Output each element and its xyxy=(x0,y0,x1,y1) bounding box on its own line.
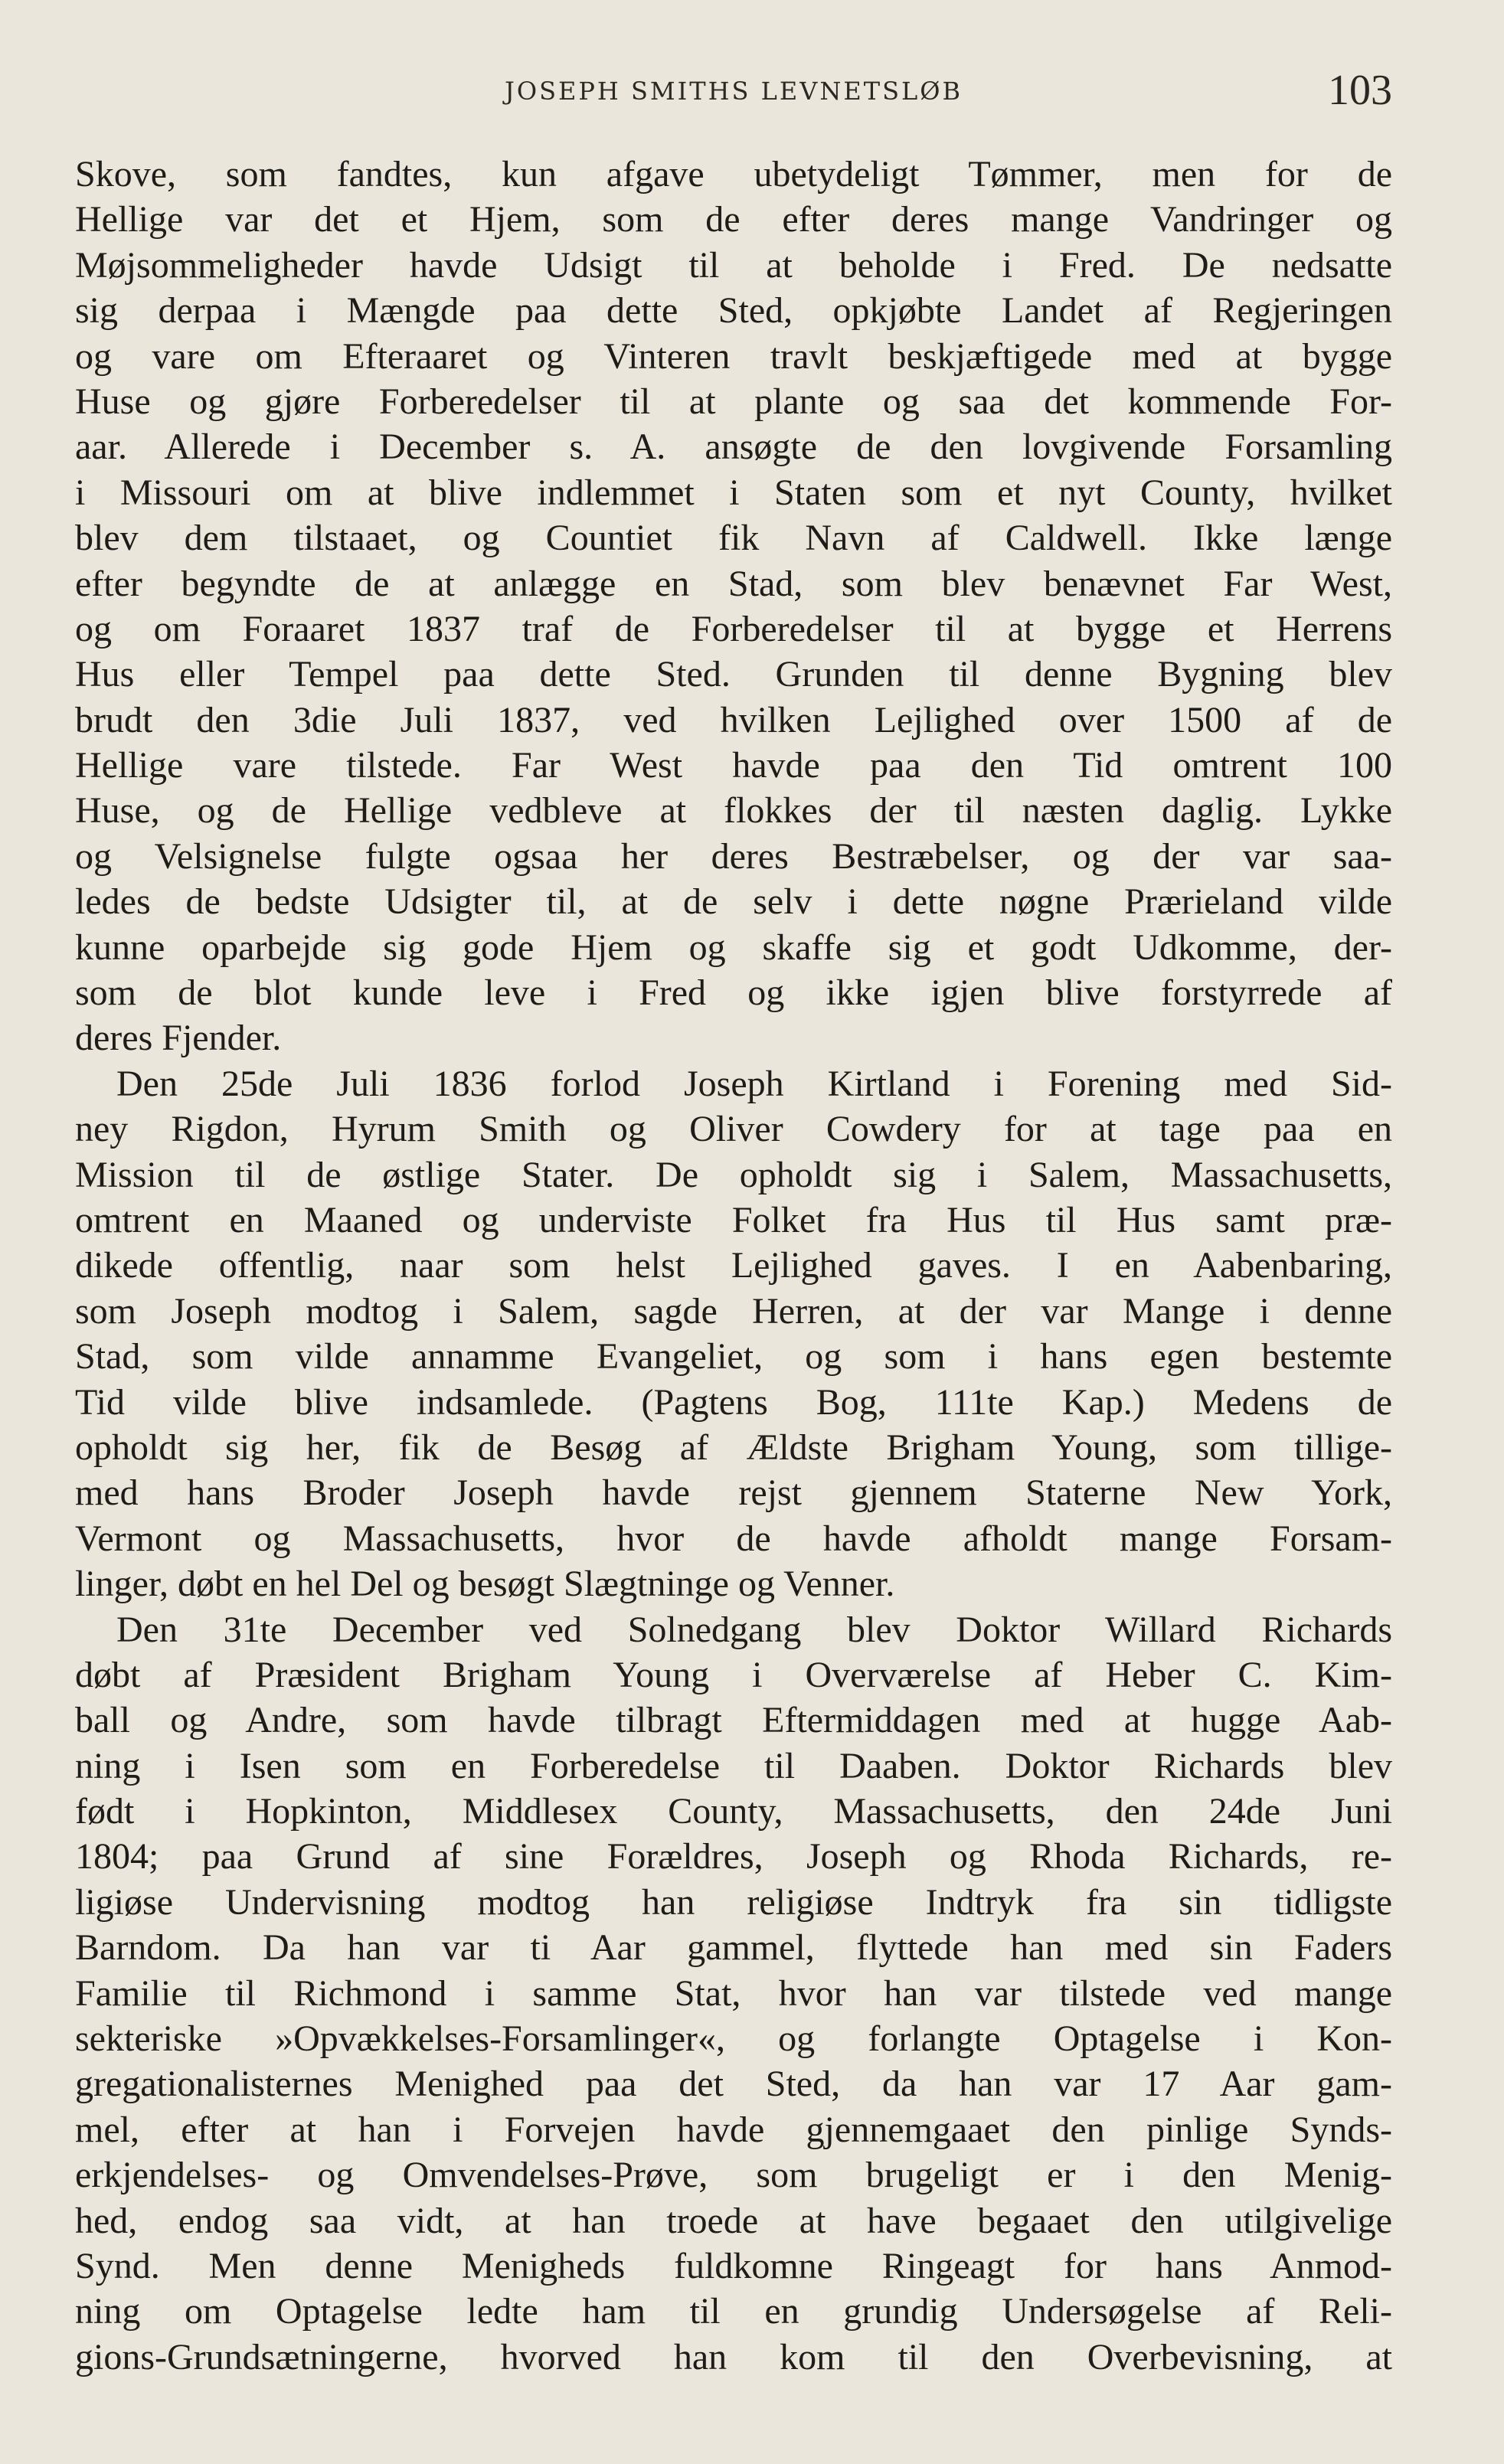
text-line: Vermont og Massachusetts, hvor de havde afholdt mange Forsam- xyxy=(75,1518,1392,1559)
text-line: Møjsommeligheder havde Udsigt til at beholde i Fred. De nedsatte xyxy=(75,244,1392,286)
running-head xyxy=(75,63,1392,116)
text-line: 1804; paa Grund af sine Forældres, Joseph og Rhoda Richards, re- xyxy=(75,1836,1392,1877)
text-line: ledes de bedste Udsigter til, at de selv i dette nøgne Prærieland vilde xyxy=(75,881,1392,923)
text-line: som Joseph modtog i Salem, sagde Herren, at der var Mange i denne xyxy=(75,1290,1392,1332)
text-line: Den 31te December ved Solnedgang blev Doktor Willard Richards xyxy=(116,1609,1392,1650)
text-line: Huse, og de Hellige vedbleve at flokkes der til næsten daglig. Lykke xyxy=(75,790,1392,832)
text-line: ning i Isen som en Forberedelse til Daaben. Doktor Richards blev xyxy=(75,1745,1392,1786)
text-line: Synd. Men denne Menigheds fuldkomne Ringeagt for hans Anmod- xyxy=(75,2245,1392,2286)
text-line: Hus eller Tempel paa dette Sted. Grunden til denne Bygning blev xyxy=(75,654,1392,695)
text-line: Tid vilde blive indsamlede. (Pagtens Bog, 111te Kap.) Medens de xyxy=(75,1381,1392,1423)
text-line: Stad, som vilde annamme Evangeliet, og som i hans egen bestemte xyxy=(75,1336,1392,1377)
text-line: ney Rigdon, Hyrum Smith og Oliver Cowdery for at tage paa en xyxy=(75,1109,1392,1150)
text-line: gregationalisternes Menighed paa det Sted, da han var 17 Aar gam- xyxy=(75,2064,1392,2105)
text-line: i Missouri om at blive indlemmet i Staten som et nyt County, hvilket xyxy=(75,472,1392,513)
text-line: Hellige var det et Hjem, som de efter deres mange Vandringer og xyxy=(75,199,1392,240)
text-line: Familie til Richmond i samme Stat, hvor han var tilstede ved mange xyxy=(75,1972,1392,2014)
text-line: og vare om Efteraaret og Vinteren travlt beskjæftigede med at bygge xyxy=(75,335,1392,377)
text-line: og om Foraaret 1837 traf de Forberedelser til at bygge et Herrens xyxy=(75,608,1392,649)
page-number: 103 xyxy=(1328,67,1392,114)
text-line: som de blot kunde leve i Fred og ikke igjen blive forstyrrede af xyxy=(75,972,1392,1014)
text-line: Mission til de østlige Stater. De opholdt sig i Salem, Massachusetts, xyxy=(75,1154,1392,1195)
paragraph xyxy=(75,152,1392,1061)
text-line: gions-Grundsætningerne, hvorved han kom til den Overbevisning, at xyxy=(75,2336,1392,2377)
text-line: Hellige vare tilstede. Far West havde paa den Tid omtrent 100 xyxy=(75,745,1392,786)
text-line: sig derpaa i Mængde paa dette Sted, opkjøbte Landet af Regjeringen xyxy=(75,290,1392,332)
text-line: ligiøse Undervisning modtog han religiøse Indtryk fra sin tidligste xyxy=(75,1881,1392,1923)
running-title: JOSEPH SMITHS LEVNETSLØB xyxy=(505,77,963,106)
text-line: linger, døbt en hel Del og besøgt Slægtninge og Venner. xyxy=(75,1564,895,1605)
text-line: sekteriske »Opvækkelses-Forsamlinger«, og forlangte Optagelse i Kon- xyxy=(75,2018,1392,2060)
text-line: Den 25de Juli 1836 forlod Joseph Kirtland i Forening med Sid- xyxy=(116,1063,1392,1104)
text-line: dikede offentlig, naar som helst Lejlighed gaves. I en Aabenbaring, xyxy=(75,1245,1392,1286)
text-line: opholdt sig her, fik de Besøg af Ældste Brigham Young, som tillige- xyxy=(75,1426,1392,1468)
text-line: med hans Broder Joseph havde rejst gjennem Staterne New York, xyxy=(75,1472,1392,1514)
text-line: deres Fjender. xyxy=(75,1018,282,1059)
text-line: hed, endog saa vidt, at han troede at have begaaet den utilgivelige xyxy=(75,2200,1392,2241)
text-line: blev dem tilstaaet, og Countiet fik Navn af Caldwell. Ikke længe xyxy=(75,518,1392,559)
paragraph xyxy=(75,1607,1392,2381)
text-line: Skove, som fandtes, kun afgave ubetydeligt Tømmer, men for de xyxy=(75,154,1392,194)
text-line: og Velsignelse fulgte ogsaa her deres Bestræbelser, og der var saa- xyxy=(75,835,1392,877)
text-line: aar. Allerede i December s. A. ansøgte de den lovgivende Forsamling xyxy=(75,426,1392,468)
paragraph xyxy=(75,1061,1392,1607)
text-line: omtrent en Maaned og underviste Folket fra Hus til Hus samt præ- xyxy=(75,1199,1392,1240)
text-line: døbt af Præsident Brigham Young i Overværelse af Heber C. Kim- xyxy=(75,1654,1392,1695)
text-line: Barndom. Da han var ti Aar gammel, flyttede han med sin Faders xyxy=(75,1927,1392,1969)
text-line: efter begyndte de at anlægge en Stad, som blev benævnet Far West, xyxy=(75,563,1392,604)
text-line: Huse og gjøre Forberedelser til at plante og saa det kommende For- xyxy=(75,381,1392,422)
text-line: erkjendelses- og Omvendelses-Prøve, som brugeligt er i den Menig- xyxy=(75,2155,1392,2196)
text-line: født i Hopkinton, Middlesex County, Massachusetts, den 24de Juni xyxy=(75,1791,1392,1832)
text-line: mel, efter at han i Forvejen havde gjennemgaaet den pinlige Synds- xyxy=(75,2109,1392,2150)
text-line: brudt den 3die Juli 1837, ved hvilken Lejlighed over 1500 af de xyxy=(75,699,1392,740)
text-line: ning om Optagelse ledte ham til en grundig Undersøgelse af Reli- xyxy=(75,2291,1392,2332)
text-line: kunne oparbejde sig gode Hjem og skaffe sig et godt Udkomme, der- xyxy=(75,926,1392,968)
text-line: ball og Andre, som havde tilbragt Eftermiddagen med at hugge Aab- xyxy=(75,1700,1392,1741)
body-text xyxy=(75,152,1392,2380)
